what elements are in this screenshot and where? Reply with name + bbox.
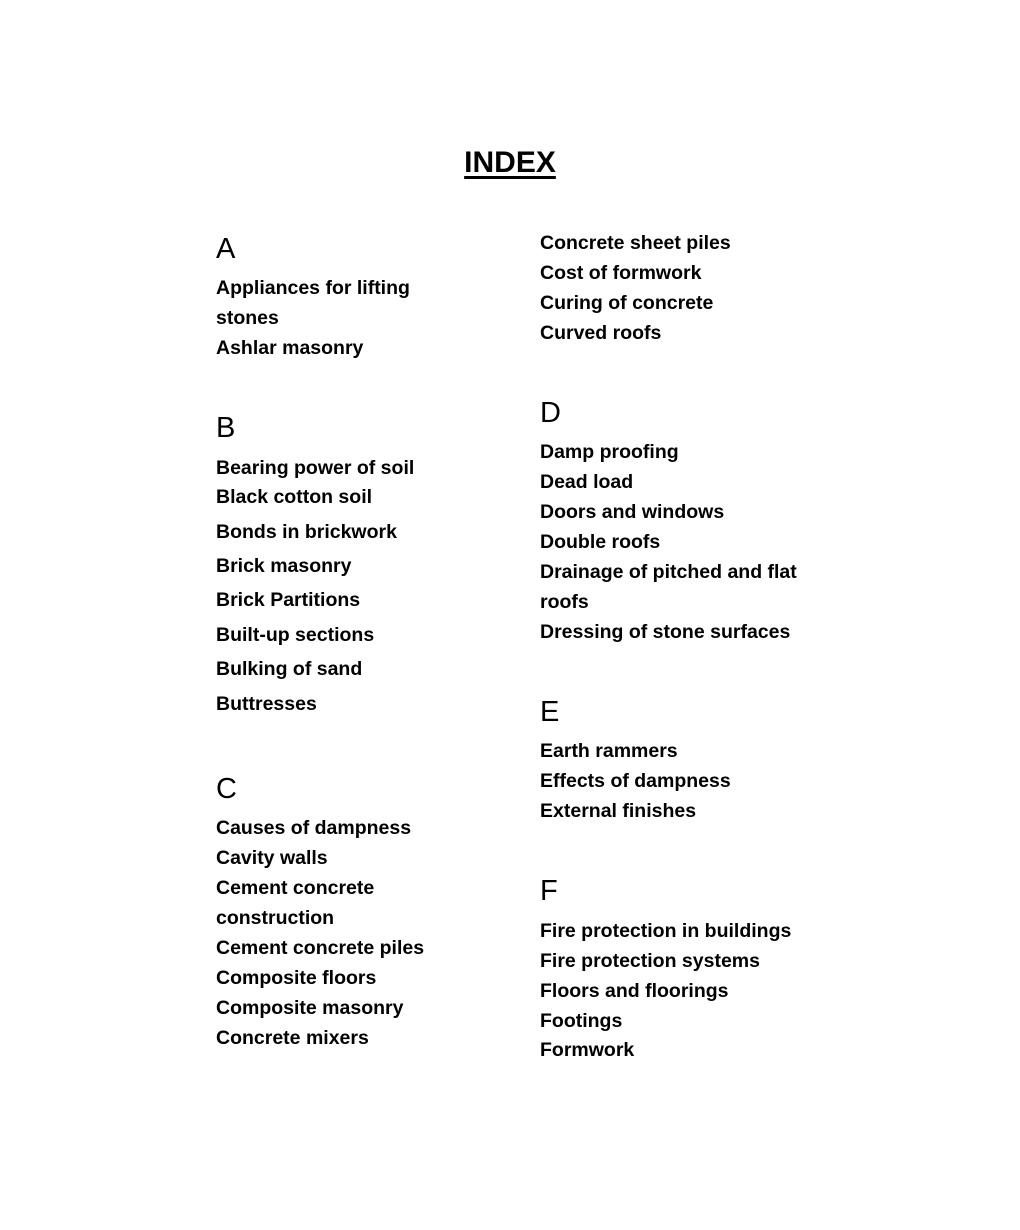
index-entry: Brick Partitions bbox=[216, 589, 361, 611]
index-entry: Drainage of pitched and flat bbox=[540, 561, 797, 583]
page-title: INDEX bbox=[464, 146, 556, 179]
index-entry: Damp proofing bbox=[540, 441, 679, 463]
index-entry: Composite masonry bbox=[216, 997, 404, 1019]
index-entry: Cavity walls bbox=[216, 847, 328, 869]
index-entry: Bearing power of soil bbox=[216, 457, 415, 479]
index-entry: Double roofs bbox=[540, 531, 661, 553]
index-entry: Formwork bbox=[540, 1039, 635, 1061]
index-entry: Causes of dampness bbox=[216, 817, 412, 839]
index-entry: Cement concrete piles bbox=[216, 937, 425, 959]
index-entry: Buttresses bbox=[216, 693, 317, 715]
index-entry: Bulking of sand bbox=[216, 658, 363, 680]
section-letter-c: C bbox=[216, 773, 237, 805]
index-entry: Fire protection systems bbox=[540, 950, 760, 972]
section-letter-b: B bbox=[216, 412, 236, 444]
index-entry: Effects of dampness bbox=[540, 770, 731, 792]
index-entry: Appliances for lifting bbox=[216, 277, 410, 299]
section-letter-f: F bbox=[540, 875, 558, 907]
index-entry: Built-up sections bbox=[216, 624, 375, 646]
index-entry: Footings bbox=[540, 1010, 623, 1032]
index-entry: Earth rammers bbox=[540, 740, 678, 762]
index-entry: Cement concrete bbox=[216, 877, 375, 899]
index-entry: Concrete sheet piles bbox=[540, 232, 731, 254]
index-entry: Ashlar masonry bbox=[216, 337, 364, 359]
index-entry: Composite floors bbox=[216, 967, 377, 989]
index-entry: Dressing of stone surfaces bbox=[540, 621, 791, 643]
index-entry: stones bbox=[216, 307, 279, 329]
section-letter-a: A bbox=[216, 233, 236, 265]
index-entry: External finishes bbox=[540, 800, 697, 822]
index-entry: Black cotton soil bbox=[216, 486, 373, 508]
index-entry: Brick masonry bbox=[216, 555, 352, 577]
index-entry: Concrete mixers bbox=[216, 1027, 369, 1049]
index-entry: construction bbox=[216, 907, 335, 929]
index-entry: Bonds in brickwork bbox=[216, 521, 397, 543]
index-entry: Doors and windows bbox=[540, 501, 725, 523]
index-entry: roofs bbox=[540, 591, 589, 613]
index-entry: Fire protection in buildings bbox=[540, 920, 792, 942]
index-entry: Curing of concrete bbox=[540, 292, 714, 314]
index-entry: Floors and floorings bbox=[540, 980, 729, 1002]
section-letter-e: E bbox=[540, 696, 560, 728]
index-entry: Cost of formwork bbox=[540, 262, 702, 284]
section-letter-d: D bbox=[540, 397, 561, 429]
index-entry: Dead load bbox=[540, 471, 634, 493]
index-entry: Curved roofs bbox=[540, 322, 662, 344]
